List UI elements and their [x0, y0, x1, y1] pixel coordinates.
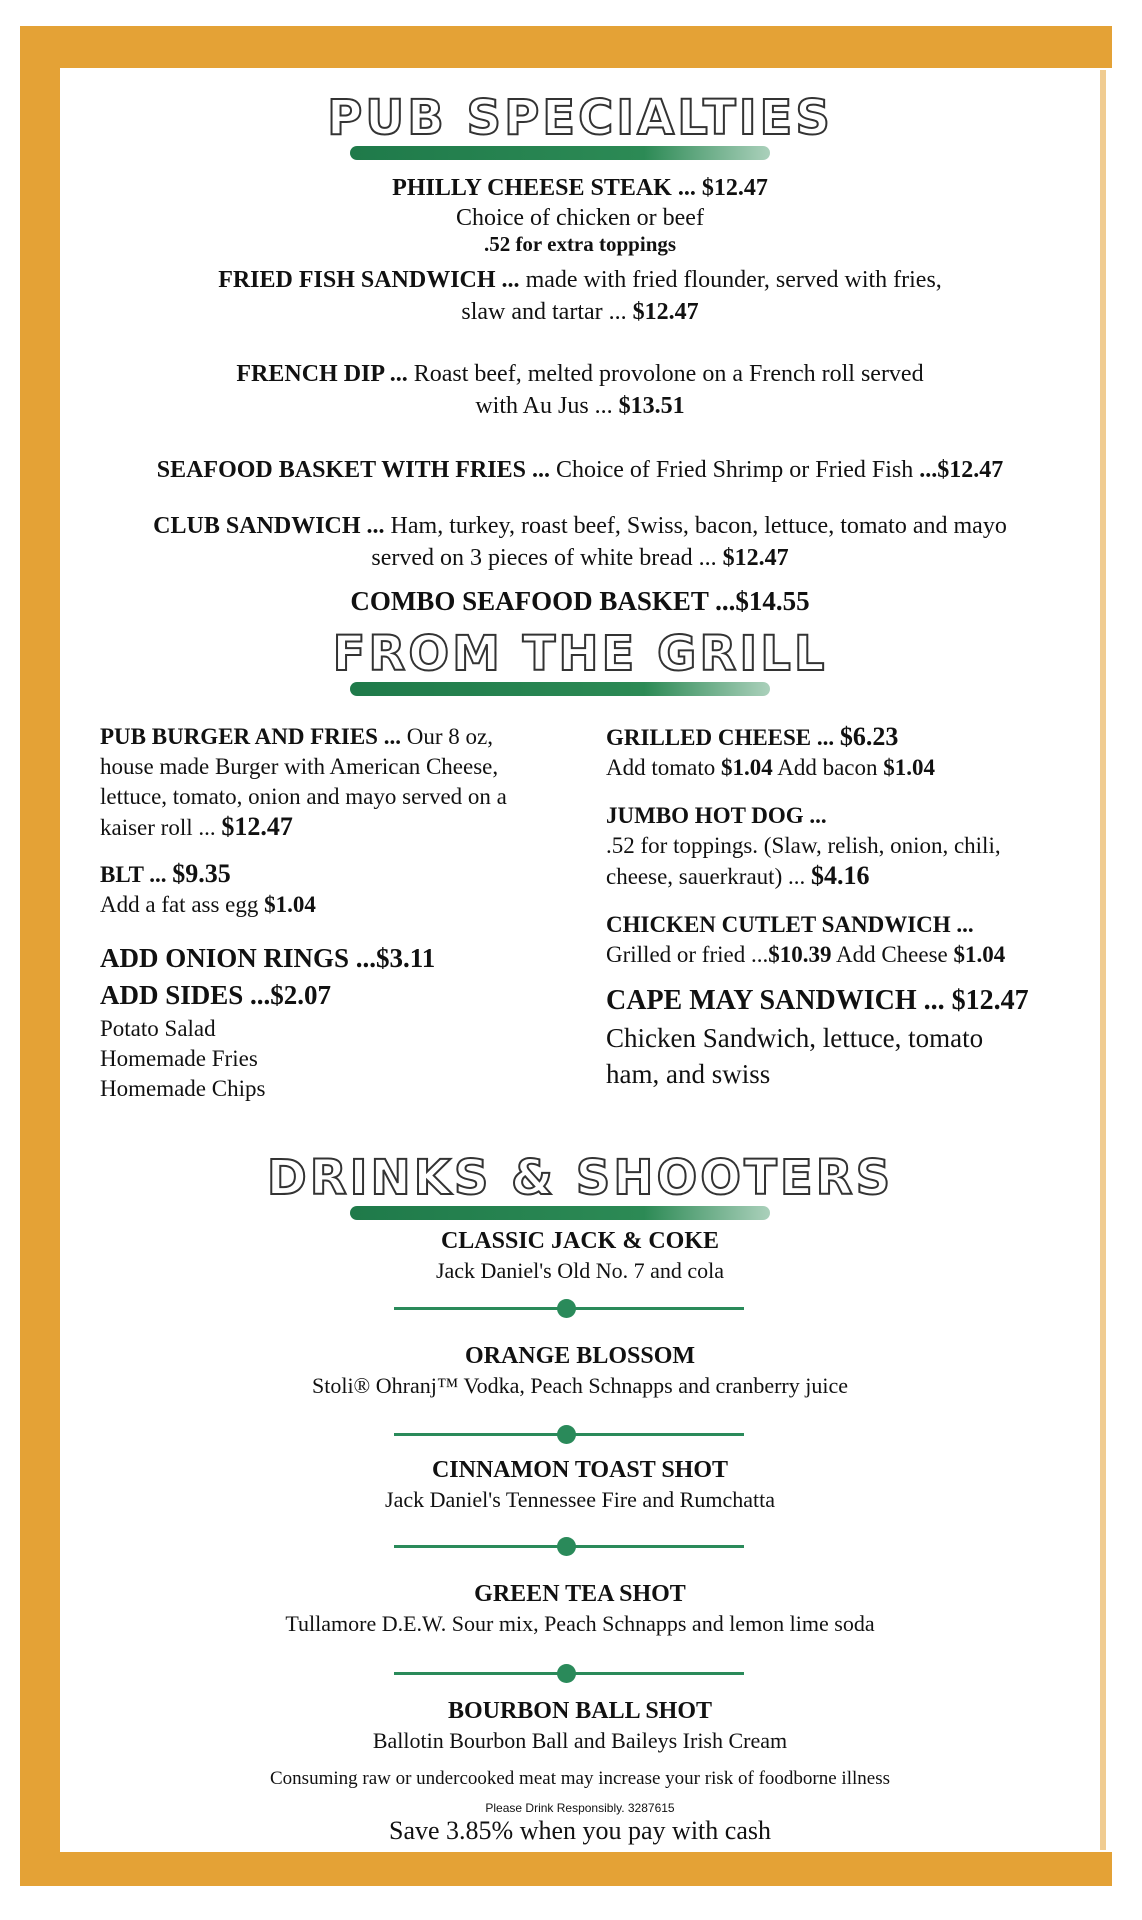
item-description: Our 8 oz, — [400, 724, 493, 749]
item-description: kaiser roll ... — [100, 815, 222, 840]
item-price: $6.23 — [839, 722, 899, 751]
menu-item-pub-burger — [100, 722, 580, 752]
section-title-from-the-grill: FROM THE GRILL — [332, 626, 828, 682]
drink-description: Stoli® Ohranj™ Vodka, Peach Schnapps and cranberry juice — [311, 1373, 848, 1398]
item-name: FRENCH DIP ... — [236, 361, 408, 387]
item-price: $12.47 — [701, 175, 768, 201]
side-item: Potato Salad — [100, 1016, 216, 1041]
item-description: Grilled or fried ... — [606, 942, 769, 967]
side-item: Homemade Chips — [100, 1076, 266, 1101]
frame-left — [20, 26, 60, 1886]
item-description: Choice of Fried Shrimp or Fried Fish — [549, 457, 920, 483]
menu-item-chicken-cutlet-sandwich: CHICKEN CUTLET SANDWICH ... — [606, 912, 974, 937]
item-price: $12.47 — [221, 812, 293, 841]
item-description: Roast beef, melted provolone on a French roll served — [407, 361, 924, 387]
menu-page — [60, 68, 1100, 1852]
menu-item-jumbo-hot-dog: JUMBO HOT DOG ... — [606, 803, 827, 828]
menu-item-combo-seafood-basket: COMBO SEAFOOD BASKET ...$14.55 — [350, 586, 810, 616]
item-description: Add bacon — [772, 755, 884, 780]
drink-divider — [394, 1672, 744, 1675]
item-name: CLUB SANDWICH ... — [153, 513, 385, 539]
drink-responsibly-note: Please Drink Responsibly. 3287615 — [485, 1801, 675, 1815]
item-description: cheese, sauerkraut) ... — [606, 864, 811, 889]
side-item: Homemade Fries — [100, 1046, 258, 1071]
cash-discount-note: Save 3.85% when you pay with cash — [389, 1816, 771, 1845]
item-description: Add tomato — [606, 755, 721, 780]
drink-divider — [394, 1307, 744, 1310]
section-title-drinks-shooters: DRINKS & SHOOTERS — [266, 1150, 894, 1206]
item-description: lettuce, tomato, onion and mayo served on a — [100, 784, 507, 809]
frame-right — [1100, 70, 1106, 1850]
item-name: PHILLY CHEESE STEAK ... — [392, 175, 696, 201]
item-description-cont — [60, 390, 1100, 422]
menu-item-add-onion-rings: ADD ONION RINGS ...$3.11 — [100, 943, 436, 973]
item-description-cont — [60, 542, 1100, 574]
item-name: FRIED FISH SANDWICH ... — [218, 267, 520, 293]
menu-item-club-sandwich — [60, 510, 1100, 542]
drink-name: CLASSIC JACK & COKE — [440, 1228, 720, 1254]
item-price: $1.04 — [953, 942, 1006, 967]
menu-item-philly-cheese-steak — [60, 172, 1100, 204]
menu-item-seafood-basket — [60, 454, 1100, 486]
drink-name: BOURBON BALL SHOT — [447, 1698, 713, 1724]
item-description: made with fried flounder, served with fries, — [519, 267, 942, 293]
item-description-cont — [606, 861, 1086, 892]
item-name: BLT ... — [100, 862, 173, 887]
grill-left-column — [100, 722, 580, 1104]
item-price: $1.04 — [883, 755, 936, 780]
item-price: ...$12.47 — [919, 457, 1004, 483]
menu-item-grilled-cheese — [606, 722, 1086, 753]
menu-item-french-dip — [60, 358, 1100, 390]
drink-description: Ballotin Bourbon Ball and Baileys Irish Cream — [372, 1728, 788, 1753]
item-description-cont — [60, 296, 1100, 328]
drink-divider — [394, 1545, 744, 1548]
item-description: Chicken Sandwich, lettuce, tomato — [606, 1023, 984, 1053]
item-description: .52 for toppings. (Slaw, relish, onion, chili, — [606, 833, 1001, 858]
item-description-cont — [100, 812, 580, 843]
item-price: $12.47 — [632, 299, 699, 325]
menu-item-fried-fish-sandwich — [60, 264, 1100, 296]
divider-dot — [557, 1425, 576, 1444]
item-name: PUB BURGER AND FRIES ... — [100, 724, 401, 749]
frame-top — [20, 26, 1112, 68]
drink-name: CINNAMON TOAST SHOT — [431, 1457, 729, 1483]
chicken-cutlet-details — [606, 940, 1086, 970]
drink-description: Jack Daniel's Tennessee Fire and Rumchatta — [385, 1487, 775, 1512]
frame-bottom — [20, 1852, 1112, 1886]
green-brush-divider — [350, 1206, 770, 1220]
item-price: $9.35 — [172, 859, 231, 888]
drink-description: Jack Daniel's Old No. 7 and cola — [435, 1258, 725, 1283]
item-price: $4.16 — [810, 861, 870, 890]
menu-item-cape-may-sandwich: CAPE MAY SANDWICH ... $12.47 — [606, 985, 1029, 1016]
item-description: Ham, turkey, roast beef, Swiss, bacon, lettuce, tomato and mayo — [384, 513, 1007, 539]
item-description: with Au Jus ... — [475, 393, 619, 419]
item-description: slaw and tartar ... — [461, 299, 633, 325]
drink-description: Tullamore D.E.W. Sour mix, Peach Schnapps and lemon lime soda — [285, 1611, 875, 1636]
drink-name: GREEN TEA SHOT — [474, 1581, 686, 1607]
item-price: $10.39 — [768, 942, 832, 967]
drink-divider — [394, 1433, 744, 1436]
divider-dot — [557, 1664, 576, 1683]
item-price: $12.47 — [722, 545, 789, 571]
item-description: Choice of chicken or beef — [456, 205, 704, 231]
item-extra-note: .52 for extra toppings — [483, 232, 677, 256]
drink-name: ORANGE BLOSSOM — [464, 1343, 696, 1369]
item-description: Add Cheese — [831, 942, 954, 967]
blt-add-on — [100, 890, 580, 920]
item-name: SEAFOOD BASKET WITH FRIES ... — [156, 457, 550, 483]
section-title-pub-specialties: PUB SPECIALTIES — [327, 90, 833, 146]
menu-item-add-sides: ADD SIDES ...$2.07 — [100, 980, 332, 1010]
menu-item-blt — [100, 859, 580, 890]
item-description: house made Burger with American Cheese, — [100, 754, 499, 779]
item-description: served on 3 pieces of white bread ... — [371, 545, 723, 571]
item-description: Add a fat ass egg — [100, 892, 265, 917]
item-description: ham, and swiss — [606, 1059, 771, 1089]
divider-dot — [557, 1299, 576, 1318]
divider-dot — [557, 1537, 576, 1556]
item-name: GRILLED CHEESE ... — [606, 725, 840, 750]
item-price: $1.04 — [264, 892, 316, 917]
green-brush-divider — [350, 146, 770, 160]
item-price: $13.51 — [618, 393, 685, 419]
grilled-cheese-add-ons — [606, 753, 1086, 783]
grill-right-column — [606, 722, 1086, 1092]
item-price: $1.04 — [721, 755, 773, 780]
green-brush-divider — [350, 682, 770, 696]
food-safety-warning: Consuming raw or undercooked meat may increase your risk of foodborne illness — [270, 1768, 890, 1789]
